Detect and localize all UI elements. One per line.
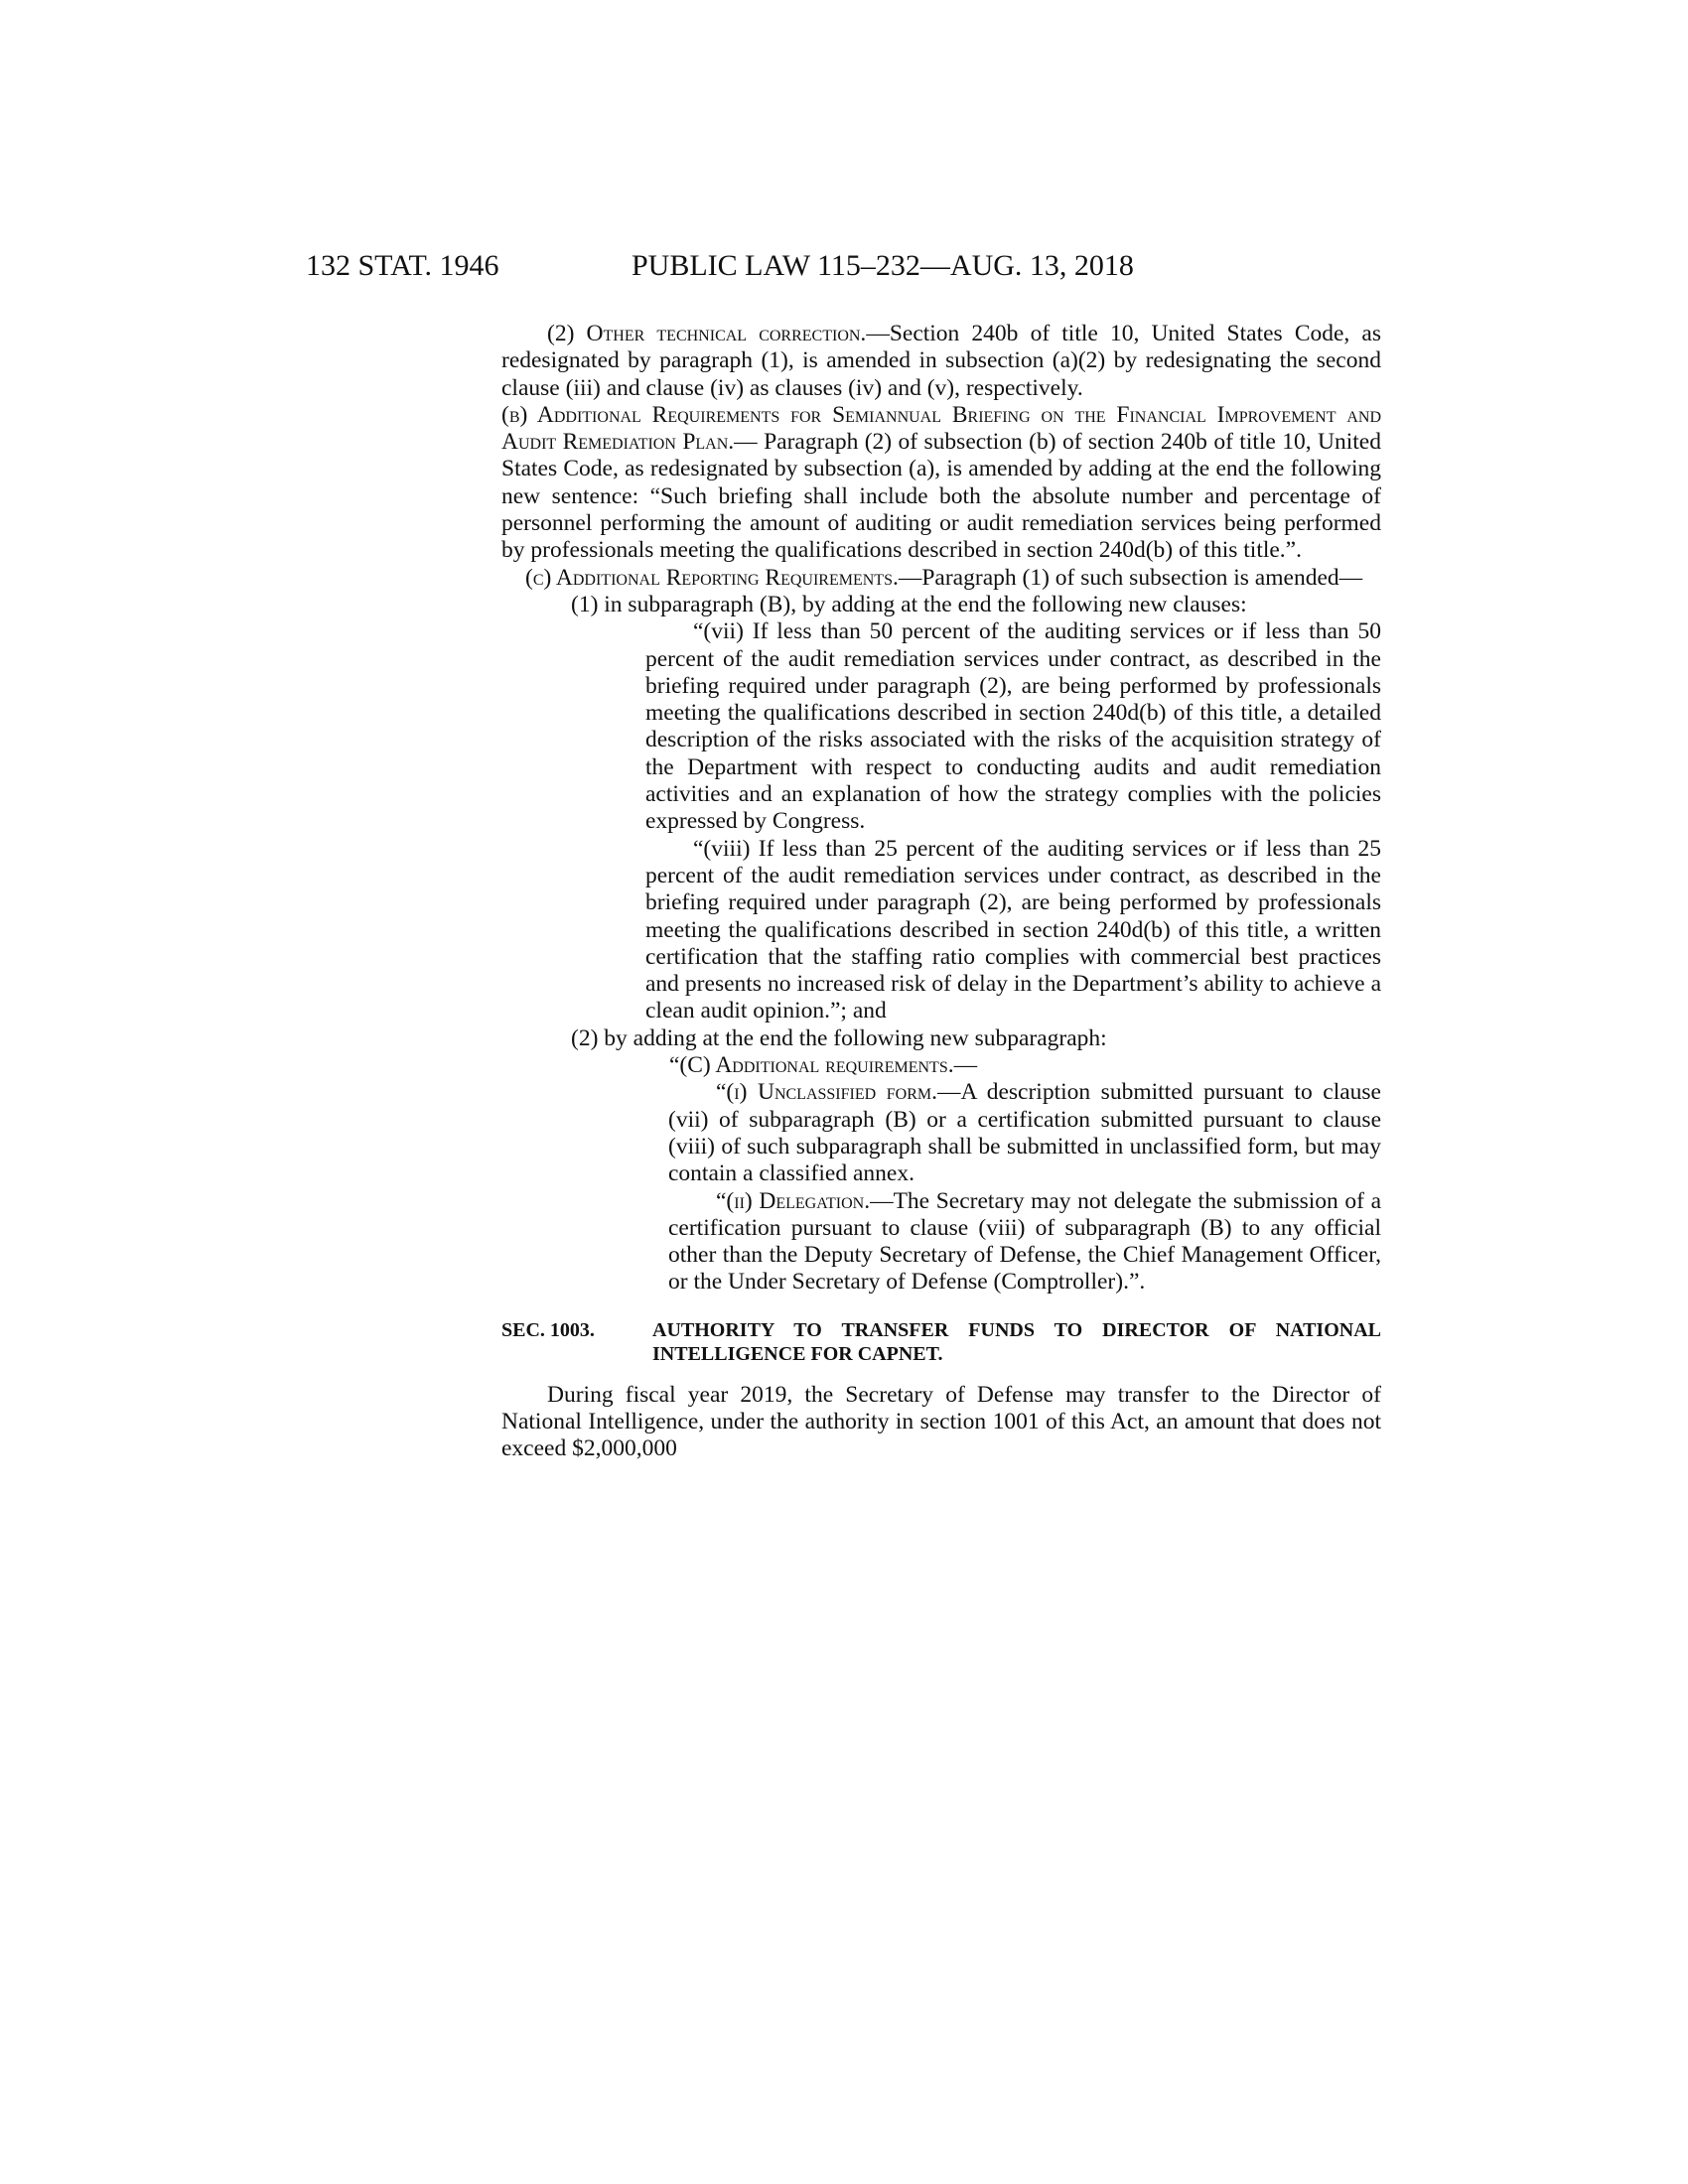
subsection-b <box>501 402 1381 565</box>
running-header <box>306 246 1373 286</box>
paragraph-text: —Section 240b of title 10, United States Code, as redesignated by paragraph (1), is amended in subsection (a)(2) by redesignating the second clause (iii) and clause (iv) as clauses (iv) and (v), respectively. <box>501 321 1382 401</box>
clause-text: —The Secretary may not delegate the submission of a certification pursuant to clause (viii) of subparagraph (B) to any official other than the Deputy Secretary of Defense, the Chief Management Officer, or the Under Secretary of Defense (Comptroller).”. <box>668 1187 1382 1296</box>
section-title: AUTHORITY TO TRANSFER FUNDS TO DIRECTOR OF NATIONAL INTELLIGENCE FOR CAPNET. <box>652 1318 1381 1365</box>
paragraph-other-technical-correction <box>501 321 1381 402</box>
section-heading <box>501 1318 1381 1366</box>
paragraph-2: (2) by adding at the end the following new subparagraph: <box>571 1024 1107 1051</box>
clause-heading: “(i) Unclassified form. <box>716 1079 937 1106</box>
subsection-text: —Paragraph (1) of such subsection is amended— <box>898 564 1363 591</box>
subsection-c <box>501 565 1381 592</box>
subparagraph-c <box>645 1052 1381 1079</box>
paragraph-1: (1) in subparagraph (B), by adding at the end the following new clauses: <box>571 591 1247 617</box>
clause-i-unclassified-form <box>668 1079 1381 1187</box>
clause-ii-delegation <box>668 1188 1381 1297</box>
section-number: SEC. 1003. <box>501 1318 595 1341</box>
clause-heading: “(ii) Delegation. <box>716 1187 871 1214</box>
subparagraph-heading: “(C) Additional requirements. <box>669 1052 954 1079</box>
document-body <box>501 321 1381 1463</box>
subparagraph-dash: — <box>953 1052 978 1079</box>
clause-text: —A description submitted pursuant to clause (vii) of subparagraph (B) or a certification submitted pursuant to clause (viii) of such subparagraph shall be submitted in unclassified form, but may contain a classified annex. <box>668 1079 1381 1187</box>
clause-vii: “(vii) If less than 50 percent of the auditing services or if less than 50 percent of the audit remediation services under contract, as described in the briefing required under paragraph (2), are being performed by professionals meeting the qualifications described in section 240d(b) of this title, a detailed description of the risks associated with the risks of the acquisition strategy of the Department with respect to conducting audits and audit remediation activities and an explanation of how the strategy complies with the policies expressed by Congress. <box>645 618 1381 835</box>
stat-page-number: 132 STAT. 1946 <box>306 249 499 282</box>
paragraph-heading: (2) Other technical correction. <box>547 321 867 346</box>
subsection-heading: (c) Additional Reporting Requirements. <box>525 564 899 591</box>
clause-viii: “(viii) If less than 25 percent of the auditing services or if less than 25 percent of the audit remediation services under contract, as described in the briefing required under paragraph (2), are being performed by professionals meeting the qualifications described in section 240d(b) of this title, a written certification that the staffing ratio complies with commercial best practices and presents no increased risk of delay in the Department’s ability to achieve a clean audit opinion.”; and <box>645 835 1381 1024</box>
public-law-citation: PUBLIC LAW 115–232—AUG. 13, 2018 <box>632 249 1134 282</box>
subsection-heading: (b) Additional Requirements for Semiannual Briefing on the Financial Improvement and Audit Remediation Plan. <box>501 401 1381 456</box>
subsection-text: — Paragraph (2) of subsection (b) of section 240b of title 10, United States Code, as redesignated by subsection (a), is amended by adding at the end the following new sentence: “Such briefing shall include both the absolute number and percentage of personnel performing the amount of auditing or audit remediation services being performed by professionals meeting the qualifications described in section 240d(b) of this title.”. <box>501 429 1381 564</box>
section-body: During fiscal year 2019, the Secretary of Defense may transfer to the Director of National Intelligence, under the authority in section 1001 of this Act, an amount that does not exceed $2,000,000 <box>501 1381 1381 1462</box>
